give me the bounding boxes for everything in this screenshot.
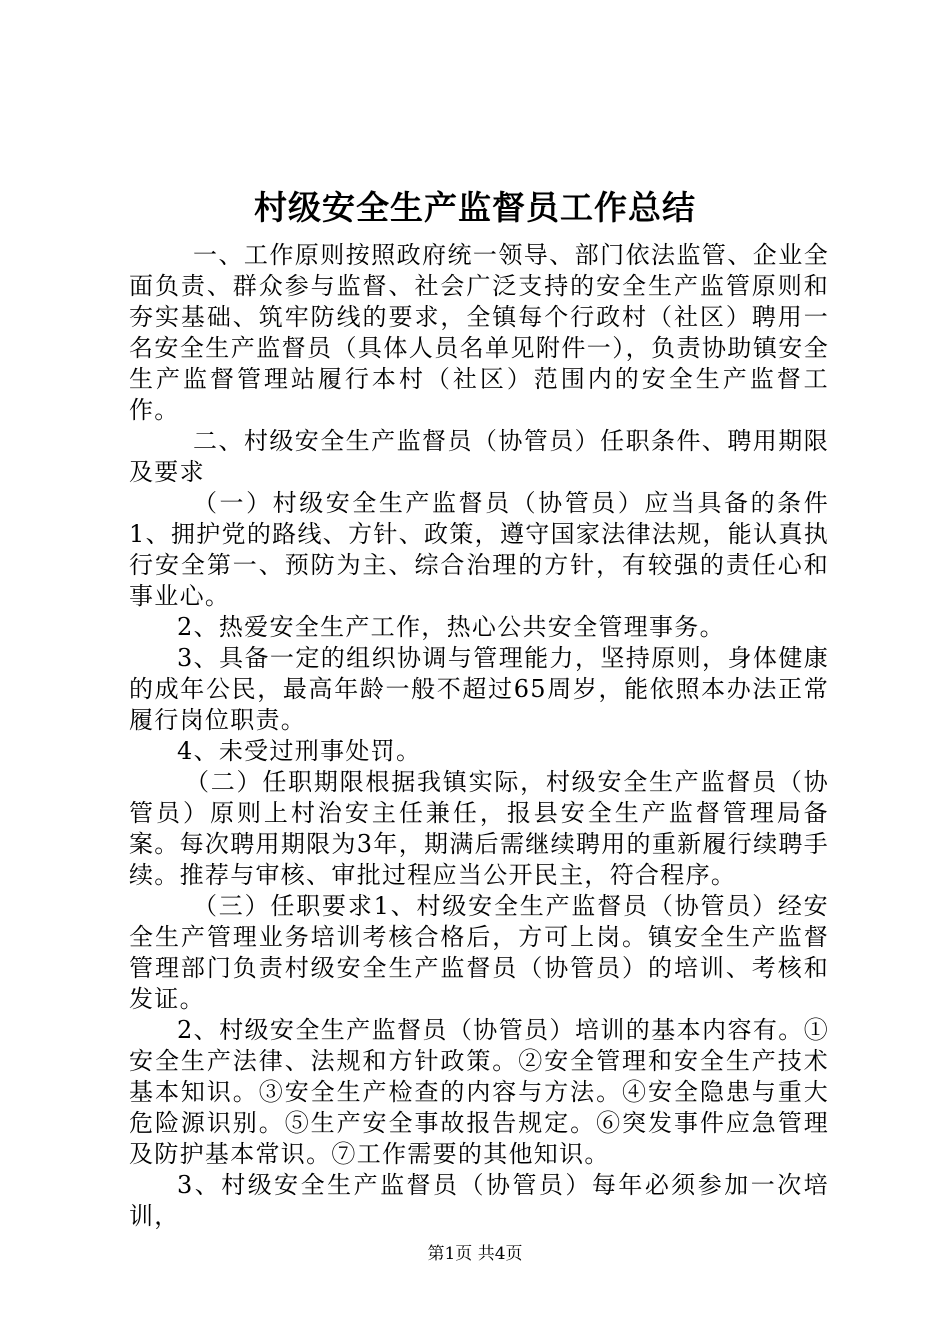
paragraph-term: （二）任职期限根据我镇实际，村级安全生产监督员（协管员）原则上村治安主任兼任，报县安全生产监督管理局备案。每次聘用期限为3年，期满后需继续聘用的重新履行续聘手续。推荐与审核、审批过程应当公开民主，符合程序。: [129, 768, 829, 889]
paragraph-principles: 一、工作原则按照政府统一领导、部门依法监管、企业全面负责、群众参与监督、社会广泛支持的安全生产监管原则和夯实基础、筑牢防线的要求，全镇每个行政村（社区）聘用一名安全生产监督员（具体人员名单见附件一），负责协助镇安全生产监督管理站履行本村（社区）范围内的安全生产监督工作。: [129, 241, 829, 424]
document-title: 村级安全生产监督员工作总结: [254, 188, 696, 227]
paragraph-conditions: （一）村级安全生产监督员（协管员）应当具备的条件1、拥护党的路线、方针、政策，遵守国家法律法规，能认真执行安全第一、预防为主、综合治理的方针，有较强的责任心和事业心。: [129, 489, 829, 610]
document-body: [129, 240, 829, 1232]
paragraph-condition-3: 3、具备一定的组织协调与管理能力，坚持原则，身体健康的成年公民，最高年龄一般不超过65周岁，能依照本办法正常履行岗位职责。: [129, 644, 829, 734]
paragraph-training-content: 2、村级安全生产监督员（协管员）培训的基本内容有。①安全生产法律、法规和方针政策。②安全管理和安全生产技术基本知识。③安全生产检查的内容与方法。④安全隐患与重大危险源识别。⑤生产安全事故报告规定。⑥突发事件应急管理及防护基本常识。⑦工作需要的其他知识。: [129, 1016, 829, 1168]
paragraph-condition-2: 2、热爱安全生产工作，热心公共安全管理事务。: [177, 613, 725, 641]
page-number-footer: 第1页 共4页: [427, 1244, 523, 1264]
paragraph-section-two-heading: 二、村级安全生产监督员（协管员）任职条件、聘用期限及要求: [129, 427, 829, 486]
paragraph-annual-training: 3、村级安全生产监督员（协管员）每年必须参加一次培训，: [129, 1171, 829, 1230]
paragraph-requirements: （三）任职要求1、村级安全生产监督员（协管员）经安全生产管理业务培训考核合格后，方可上岗。镇安全生产监督管理部门负责村级安全生产监督员（协管员）的培训、考核和发证。: [129, 892, 829, 1013]
paragraph-condition-4: 4、未受过刑事处罚。: [177, 737, 422, 765]
